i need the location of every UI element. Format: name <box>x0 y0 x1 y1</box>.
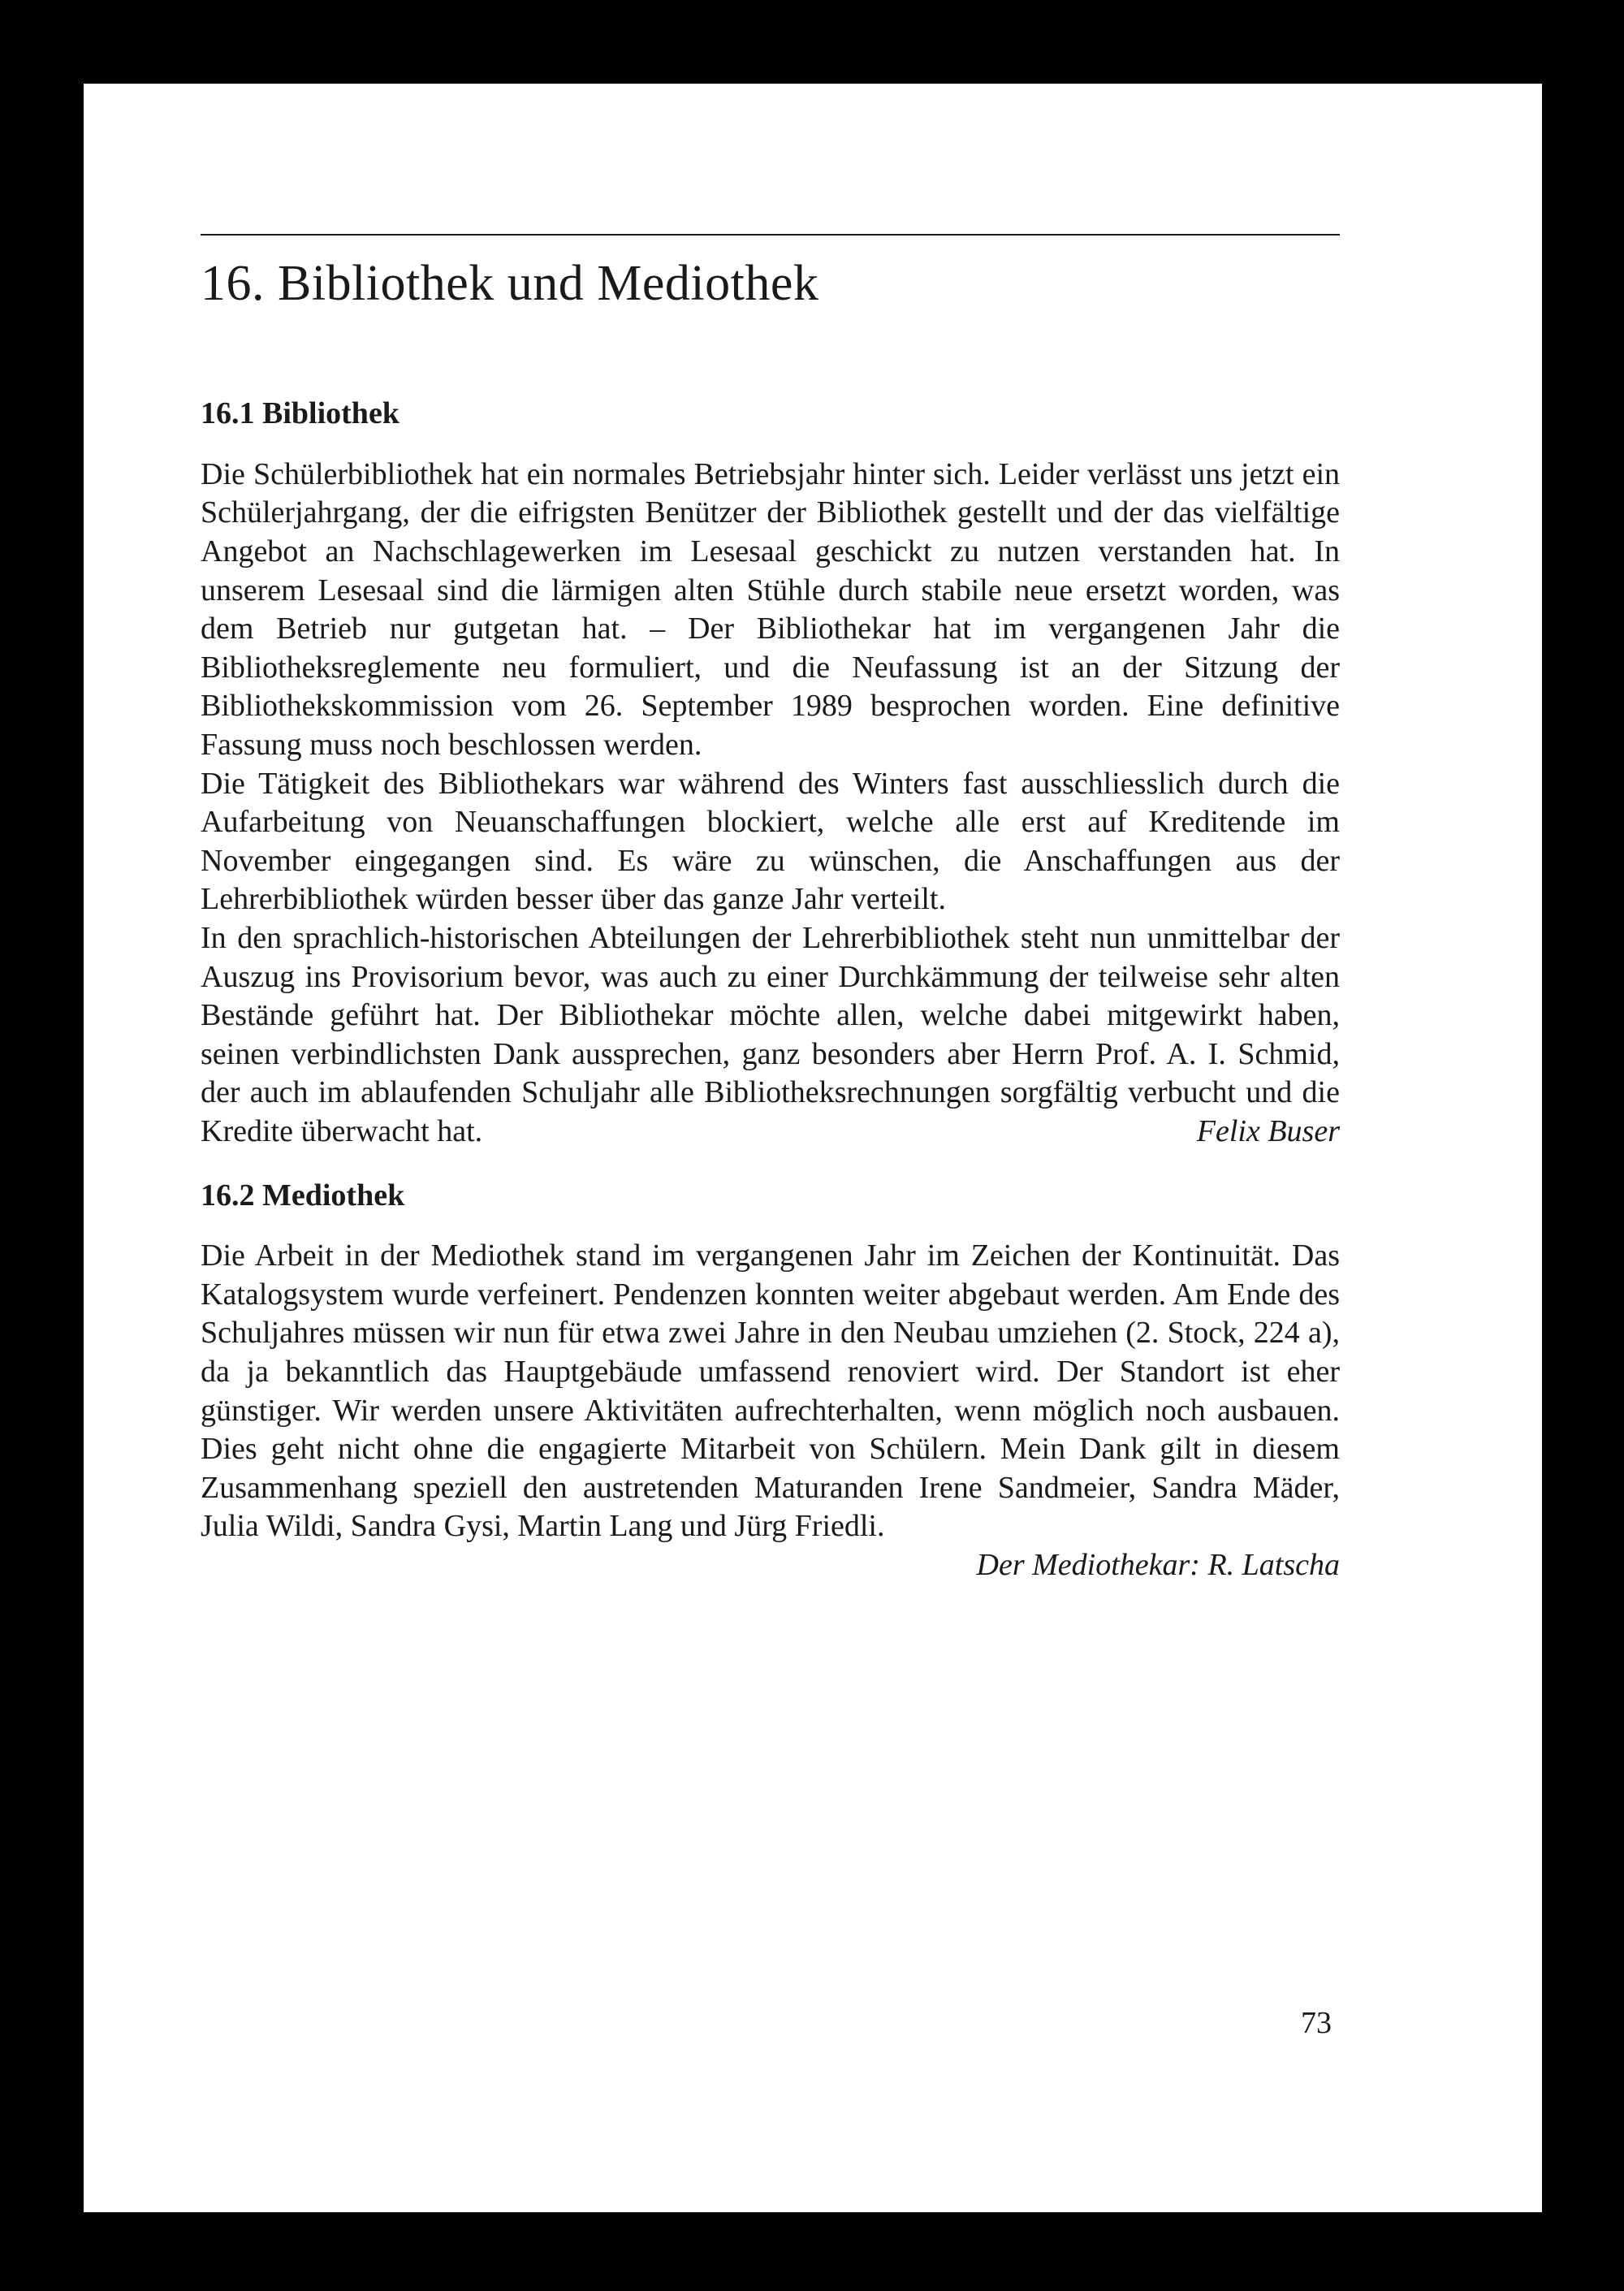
section-heading-bibliothek: 16.1 Bibliothek <box>201 396 400 431</box>
document-page <box>84 84 1542 2212</box>
chapter-title: 16. Bibliothek und Mediothek <box>201 256 819 311</box>
section-heading-mediothek: 16.2 Mediothek <box>201 1178 405 1213</box>
paragraph: Die Tätigkeit des Bibliothekars war während des Winters fast ausschliesslich durch die Aufarbeitung von Neuanschaffungen blockiert, welche alle erst auf Kreditende im November eingegangen sind. Es wäre zu wünschen, die Anschaffungen aus der Lehrerbibliothek würden besser über das ganze Jahr verteilt. <box>201 766 1340 917</box>
page-number: 73 <box>1301 2006 1332 2040</box>
paragraph: Die Arbeit in der Mediothek stand im vergangenen Jahr im Zeichen der Kontinuität. Das Katalogsystem wurde verfeinert. Pendenzen konnten weiter abgebaut werden. Am Ende des Schuljahres müssen wir nun für etwa zwei Jahre in den Neubau umziehen (2. Stock, 224 a), da ja bekanntlich das Hauptgebäude umfassend renoviert wird. Der Standort ist eher günstiger. Wir werden unsere Aktivitäten aufrechterhalten, wenn möglich noch ausbauen. Dies geht nicht ohne die engagierte Mitarbeit von Schülern. Mein Dank gilt in diesem Zusammenhang speziell den austretenden Maturanden Irene Sandmeier, Sandra Mäder, Julia Wildi, Sandra Gysi, Martin Lang und Jürg Friedli. <box>201 1238 1340 1544</box>
page-content <box>201 234 1340 1585</box>
header-rule <box>201 234 1340 236</box>
paragraph-text: In den sprachlich-historischen Abteilungen der Lehrerbibliothek steht nun unmittelbar der Auszug ins Provisorium bevor, was auch zu einer Durchkämmung der teilweise sehr alten Bestände geführt hat. Der Bibliothekar möchte allen, welche dabei mitgewirkt haben, seinen verbindlichsten Dank aussprechen, ganz besonders aber Herrn Prof. A. I. Schmid, der auch im ablaufenden Schuljahr alle Bibliotheksrechnungen sorgfältig verbucht und die Kredite überwacht hat. <box>201 921 1340 1148</box>
paragraph-with-signature <box>201 919 1340 1152</box>
section-body-bibliothek <box>201 456 1340 1152</box>
signature-mediothekar: Der Mediothekar: R. Latscha <box>976 1547 1340 1582</box>
paragraph: Die Schülerbibliothek hat ein normales Betriebsjahr hinter sich. Leider verlässt uns jetzt ein Schülerjahrgang, der die eifrigsten Benützer der Bibliothek gestellt und der das vielfältige Angebot an Nachschlagewerken im Lesesaal geschickt zu nutzen verstanden hat. In unserem Lesesaal sind die lärmigen alten Stühle durch stabile neue ersetzt worden, was dem Betrieb nur gutgetan hat. – Der Bibliothekar hat im vergangenen Jahr die Bibliotheksreglemente neu formuliert, und die Neufassung ist an der Sitzung der Bibliothekskommission vom 26. September 1989 besprochen worden. Eine definitive Fassung muss noch beschlossen werden. <box>201 456 1340 763</box>
section-body-mediothek <box>201 1237 1340 1584</box>
signature-bibliothekar: Felix Buser <box>1196 1113 1340 1148</box>
